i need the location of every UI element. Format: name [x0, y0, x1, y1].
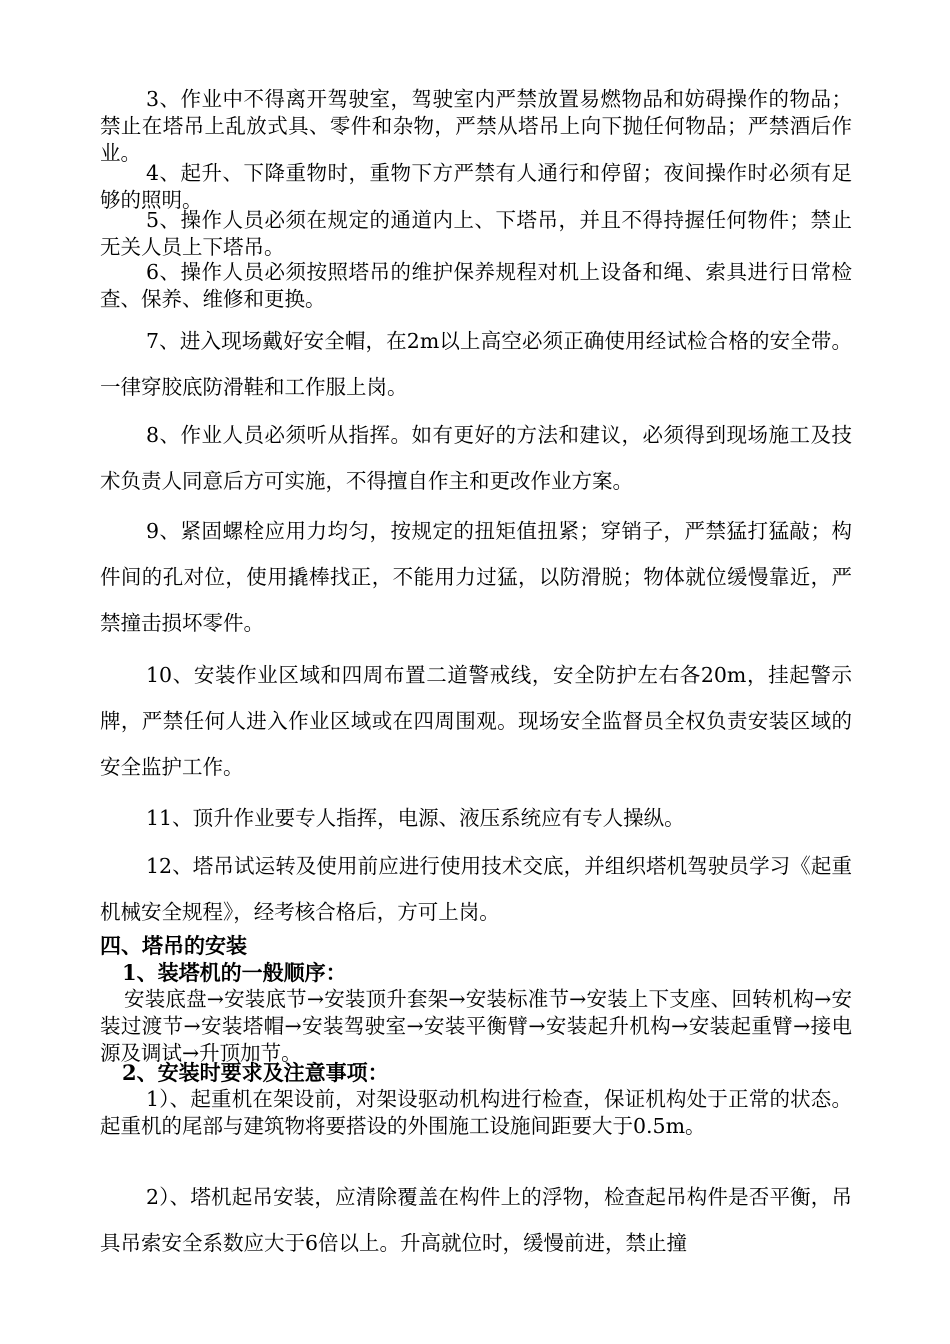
paragraph-12: 12、塔吊试运转及使用前应进行使用技术交底，并组织塔机驾驶员学习《起重机械安全规程》，经考核合格后，方可上岗。 [100, 854, 852, 924]
subsection-heading-1: 1、装塔机的一般顺序： [122, 960, 347, 985]
paragraph-8: 8、作业人员必须听从指挥。如有更好的方法和建议，必须得到现场施工及技术负责人同意后方可实施，不得擅自作主和更改作业方案。 [100, 423, 852, 493]
requirement-item-1: 1）、起重机在架设前，对架设驱动机构进行检查，保证机构处于正常的状态。起重机的尾部与建筑物将要搭设的外围施工设施间距要大于0.5m。 [100, 1087, 852, 1138]
paragraph-10: 10、安装作业区域和四周布置二道警戒线，安全防护左右各20m，挂起警示牌，严禁任何人进入作业区域或在四周围观。现场安全监督员全权负责安装区域的安全监护工作。 [100, 663, 852, 779]
subsection-heading-2: 2、安装时要求及注意事项： [122, 1060, 389, 1085]
install-sequence: 安装底盘→安装底节→安装顶升套架→安装标准节→安装上下支座、回转机构→安装过渡节→安装塔帽→安装驾驶室→安装平衡臂→安装起升机构→安装起重臂→接电源及调试→升顶加节。 [100, 987, 852, 1065]
paragraph-6: 6、操作人员必须按照塔吊的维护保养规程对机上设备和绳、索具进行日常检查、保养、维修和更换。 [100, 260, 852, 311]
paragraph-9: 9、紧固螺栓应用力均匀，按规定的扭矩值扭紧；穿销子，严禁猛打猛敲；构件间的孔对位，使用撬棒找正，不能用力过猛，以防滑脱；物体就位缓慢靠近，严禁撞击损坏零件。 [100, 519, 852, 635]
paragraph-11: 11、顶升作业要专人指挥，电源、液压系统应有专人操纵。 [146, 806, 685, 830]
paragraph-7: 7、进入现场戴好安全帽，在2m以上高空必须正确使用经试检合格的安全带。一律穿胶底防滑鞋和工作服上岗。 [100, 329, 852, 399]
section-heading: 四、塔吊的安装 [100, 933, 247, 958]
paragraph-3: 3、作业中不得离开驾驶室，驾驶室内严禁放置易燃物品和妨碍操作的物品；禁止在塔吊上乱放式具、零件和杂物，严禁从塔吊上向下抛任何物品；严禁酒后作业。 [100, 87, 852, 165]
paragraph-4: 4、起升、下降重物时，重物下方严禁有人通行和停留；夜间操作时必须有足够的照明。 [100, 161, 852, 212]
requirement-item-2: 2）、塔机起吊安装，应清除覆盖在构件上的浮物，检查起吊构件是否平衡，吊具吊索安全系数应大于6倍以上。升高就位时，缓慢前进，禁止撞 [100, 1185, 852, 1255]
paragraph-5: 5、操作人员必须在规定的通道内上、下塔吊，并且不得持握任何物件；禁止无关人员上下塔吊。 [100, 208, 852, 259]
